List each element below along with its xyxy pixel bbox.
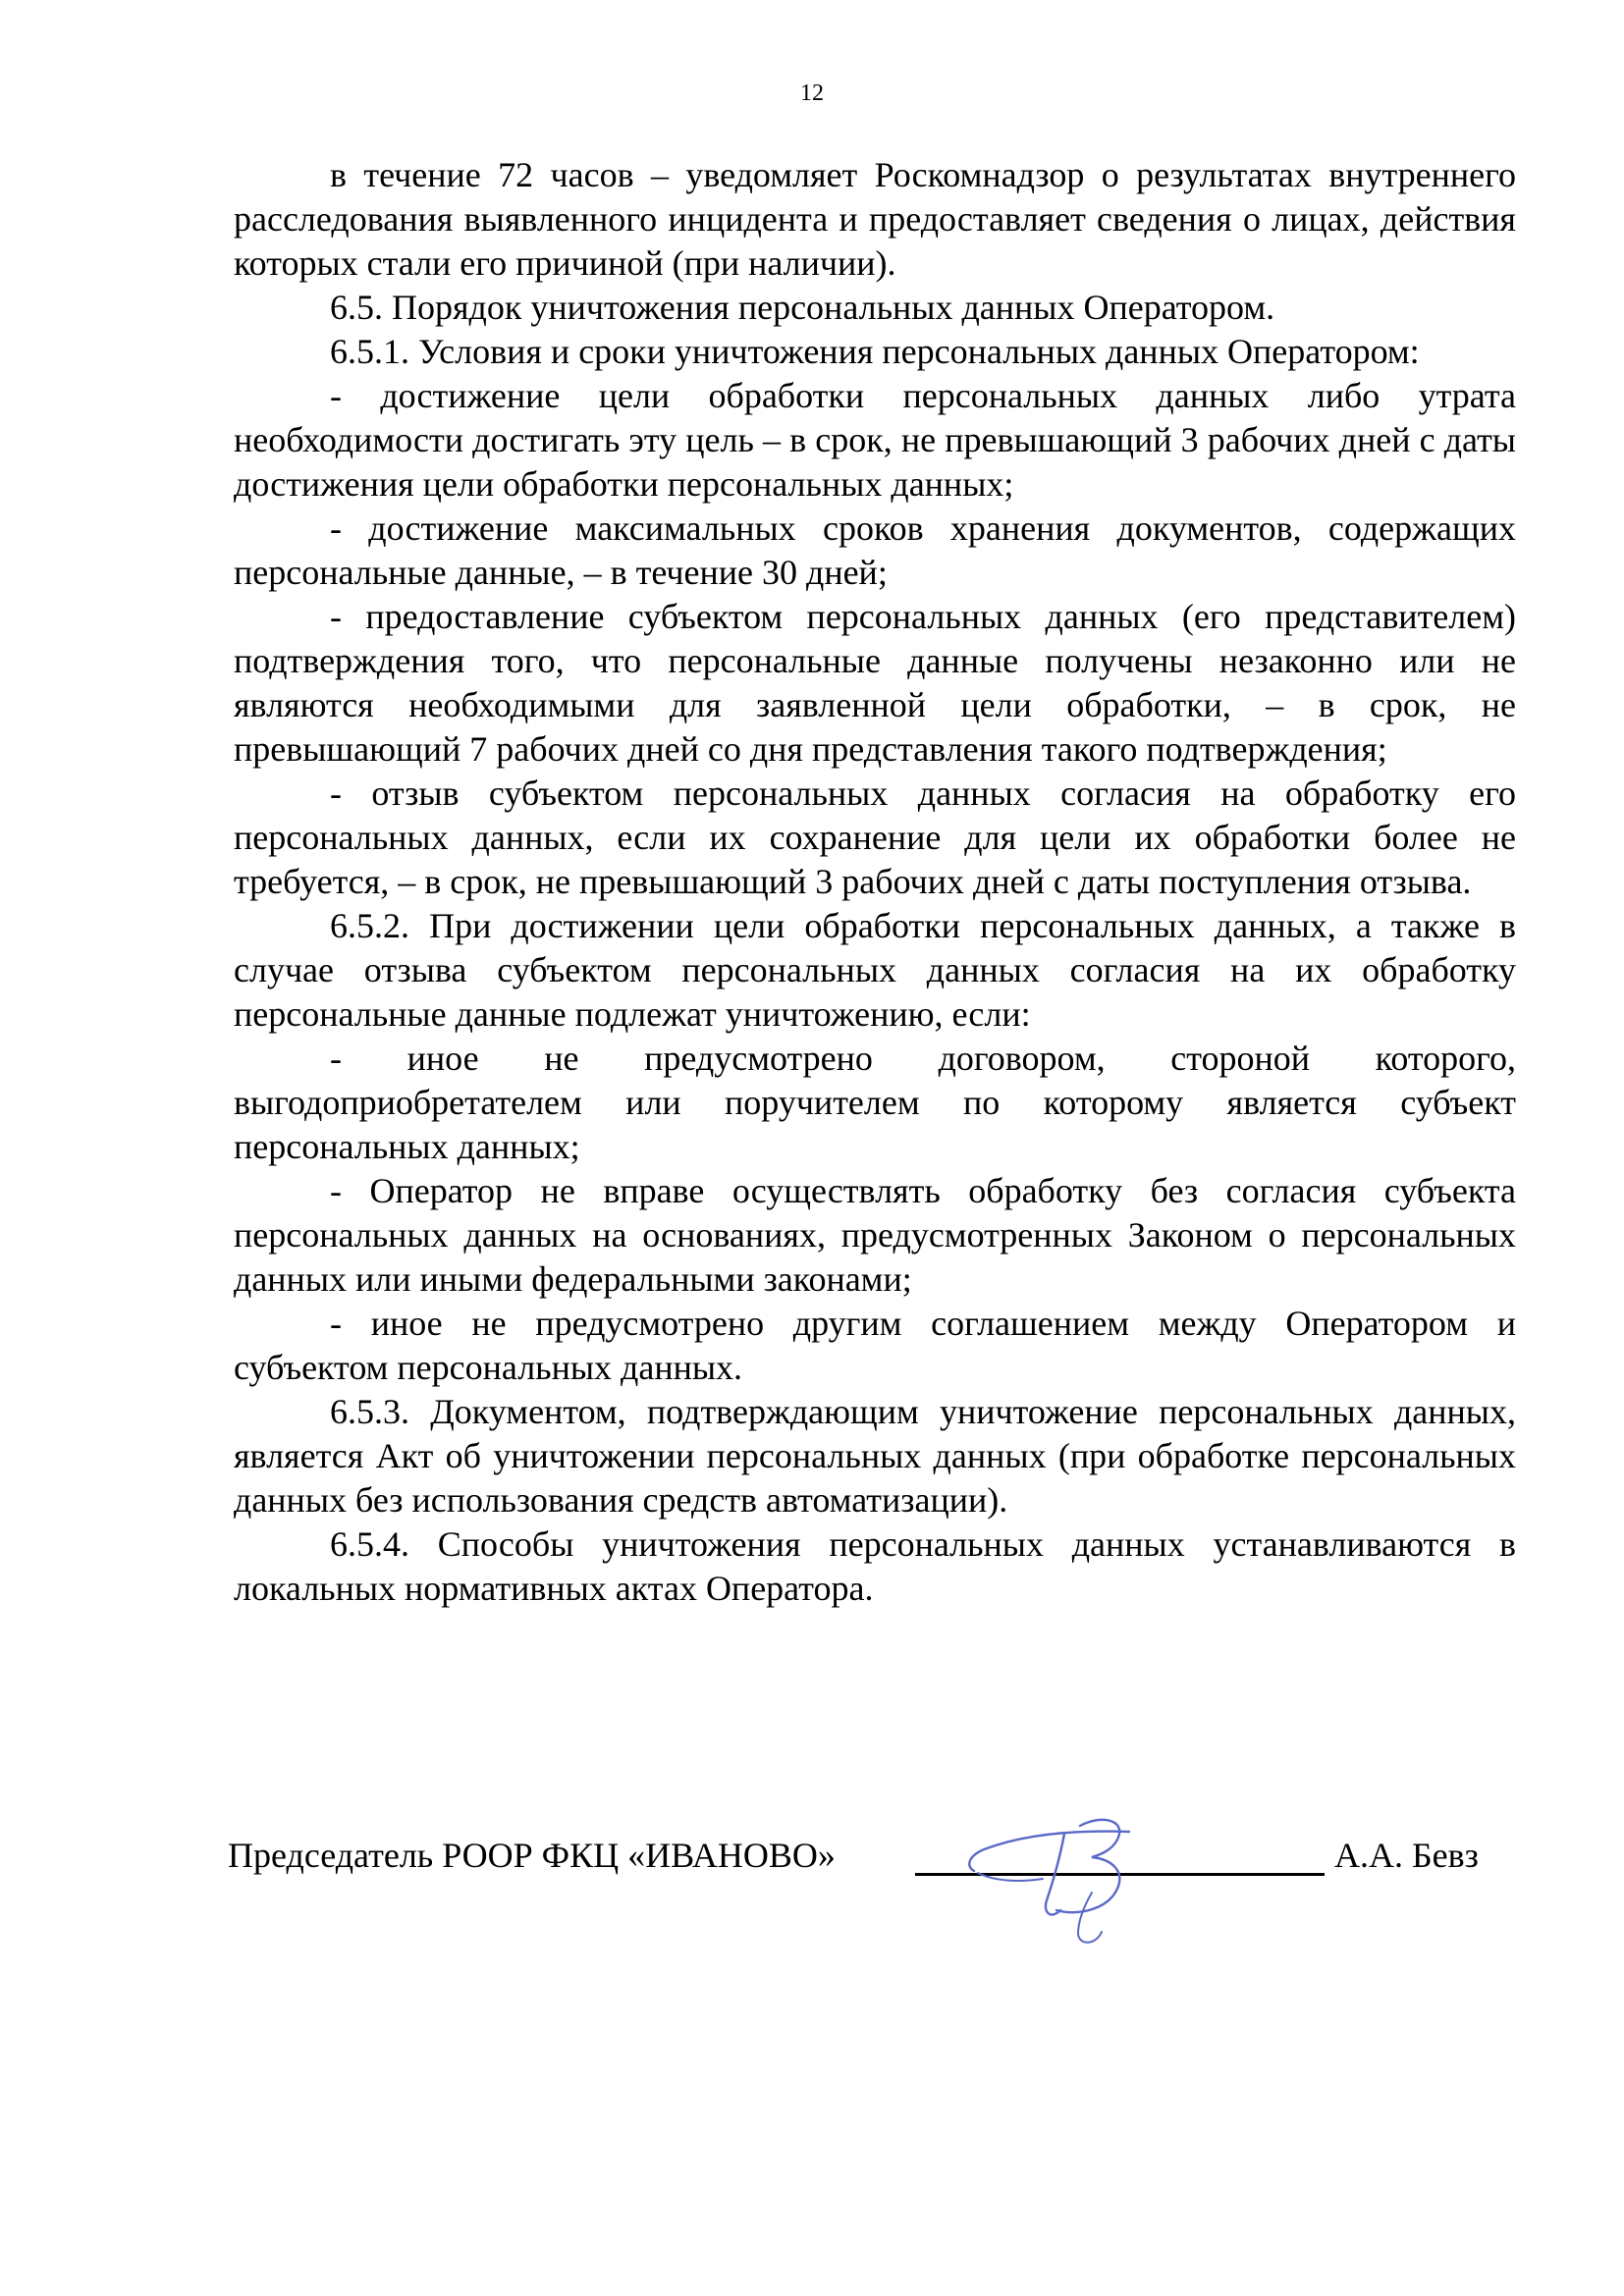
paragraph: 6.5.4. Способы уничтожения персональных данных устанавливаются в локальных нормативных актах Оператора.: [234, 1524, 1516, 1608]
signature-block: [228, 1834, 1494, 1893]
list-item: - достижение максимальных сроков хранения документов, содержащих персональные данные, – в течение 30 дней;: [234, 508, 1516, 592]
signatory-name: А.А. Бевз: [1334, 1836, 1479, 1875]
signatory-position: Председатель РООР ФКЦ «ИВАНОВО»: [228, 1836, 836, 1875]
handwritten-signature: [954, 1804, 1161, 1951]
page-number: 12: [800, 80, 824, 106]
paragraph: 6.5.2. При достижении цели обработки персональных данных, а также в случае отзыва субъектом персональных данных согласия на их обработку персональные данные подлежат уничтожению, если:: [234, 906, 1516, 1034]
document-body: [234, 153, 1516, 1611]
paragraph: в течение 72 часов – уведомляет Роскомнадзор о результатах внутреннего расследования выявленного инцидента и предоставляет сведения о лицах, действия которых стали его причиной (при наличии).: [234, 155, 1516, 283]
list-item: - Оператор не вправе осуществлять обработку без согласия субъекта персональных данных на основаниях, предусмотренных Законом о персональных данных или иными федеральными законами;: [234, 1171, 1516, 1299]
list-item: - отзыв субъектом персональных данных согласия на обработку его персональных данных, если их сохранение для цели их обработки более не требуется, – в срок, не превышающий 3 рабочих дней с даты поступления отзыва.: [234, 774, 1516, 901]
list-item: - иное не предусмотрено другим соглашением между Оператором и субъектом персональных данных.: [234, 1304, 1516, 1387]
section-heading: 6.5. Порядок уничтожения персональных данных Оператором.: [330, 288, 1275, 327]
list-item: - иное не предусмотрено договором, стороной которого, выгодоприобретателем или поручителем по которому является субъект персональных данных;: [234, 1039, 1516, 1166]
subsection-heading: 6.5.1. Условия и сроки уничтожения персональных данных Оператором:: [330, 332, 1420, 371]
paragraph: 6.5.3. Документом, подтверждающим уничтожение персональных данных, является Акт об уничтожении персональных данных (при обработке персональных данных без использования средств автоматизации).: [234, 1392, 1516, 1520]
list-item: - достижение цели обработки персональных данных либо утрата необходимости достигать эту цель – в срок, не превышающий 3 рабочих дней с даты достижения цели обработки персональных данных;: [234, 376, 1516, 504]
list-item: - предоставление субъектом персональных данных (его представителем) подтверждения того, что персональные данные получены незаконно или не являются необходимыми для заявленной цели обработки, – в срок, не превышающий 7 рабочих дней со дня представления такого подтверждения;: [234, 597, 1516, 769]
